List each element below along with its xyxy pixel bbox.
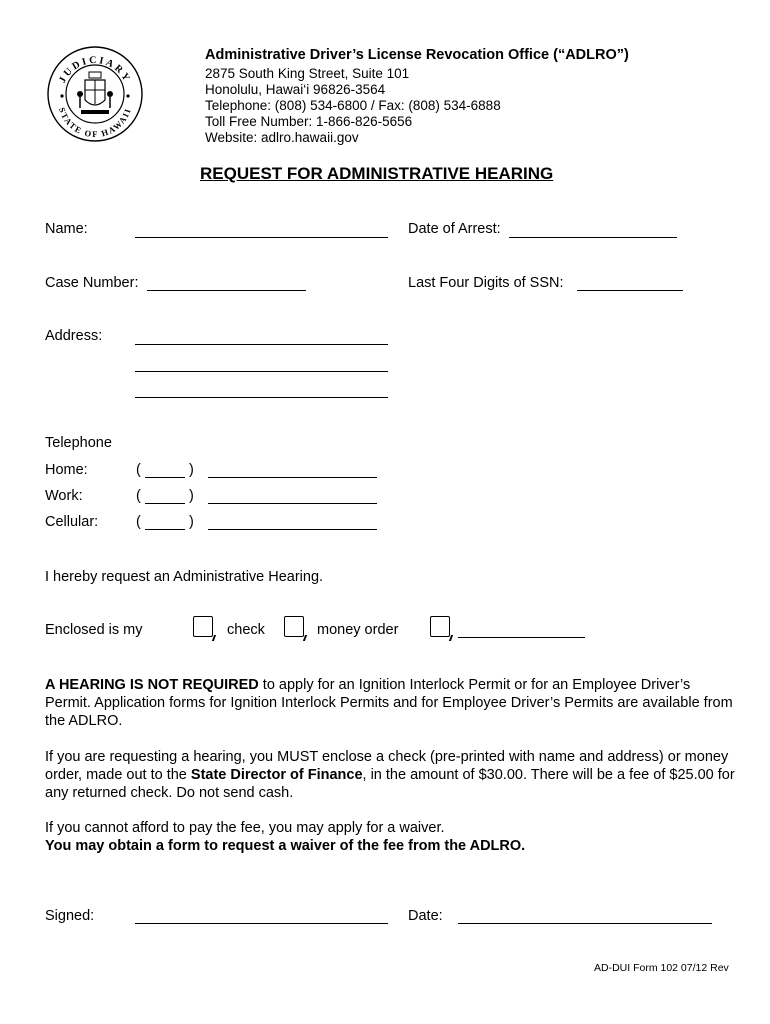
enclosed-label: Enclosed is my — [45, 622, 143, 638]
office-website: Website: adlro.hawaii.gov — [205, 130, 359, 145]
date-of-arrest-label: Date of Arrest: — [408, 221, 501, 237]
work-area-open: ( — [136, 488, 141, 504]
office-tollfree: Toll Free Number: 1-866-826-5656 — [205, 114, 413, 129]
notice-payment-payee: State Director of Finance — [190, 767, 363, 784]
address-field-line1[interactable] — [135, 344, 388, 345]
notice-payment — [45, 748, 735, 803]
seal-bottom-text: STATE OF HAWAII — [56, 106, 133, 140]
home-area-code-field[interactable] — [145, 477, 185, 478]
notice-payment-start: If you are requesting a hearing, you MUST enclose a check (pre-printed with name and address) or money order, made out to the — [45, 749, 729, 784]
seal-top-text: JUDICIARY — [57, 54, 133, 86]
office-name: Administrative Driver’s License Revocation Office (“ADLRO”) — [205, 47, 629, 63]
name-field[interactable] — [135, 237, 388, 238]
request-statement: I hereby request an Administrative Hearing. — [45, 569, 324, 585]
office-address-line1: 2875 South King Street, Suite 101 — [205, 66, 410, 81]
signature-date-field[interactable] — [458, 923, 712, 924]
work-label: Work: — [45, 488, 83, 504]
address-label: Address: — [45, 328, 103, 344]
cellular-area-close: ) — [189, 514, 194, 530]
work-area-code-field[interactable] — [145, 503, 185, 504]
notice-hearing-not-required — [45, 676, 735, 731]
money-order-checkbox[interactable] — [284, 616, 304, 637]
telephone-label: Telephone — [45, 435, 112, 451]
money-order-label: money order — [317, 622, 399, 638]
home-label: Home: — [45, 462, 88, 478]
signature-field[interactable] — [135, 923, 388, 924]
notice-waiver-bold: You may obtain a form to request a waiver of the fee from the ADLRO. — [45, 838, 526, 854]
judiciary-seal — [45, 44, 145, 144]
form-id: AD-DUI Form 102 07/12 Rev — [594, 962, 729, 974]
ssn-field[interactable] — [577, 290, 683, 291]
office-phone: Telephone: (808) 534-6800 / Fax: (808) 534-6888 — [205, 98, 501, 113]
seal-emblem-icon — [45, 44, 145, 144]
notice-payment-end: , in the amount of $30.00. There will be a fee of $25.00 for any returned check. Do not send cash. — [45, 767, 735, 802]
address-field-line2[interactable] — [135, 371, 388, 372]
case-number-label: Case Number: — [45, 275, 139, 291]
notice-hearing-not-required-bold: A HEARING IS NOT REQUIRED — [45, 677, 259, 693]
form-title: REQUEST FOR ADMINISTRATIVE HEARING — [200, 164, 554, 183]
signed-label: Signed: — [45, 908, 95, 924]
date-of-arrest-field[interactable] — [509, 237, 677, 238]
check-label: check — [227, 622, 265, 638]
work-phone-field[interactable] — [208, 503, 377, 504]
office-address-line2: Honolulu, Hawai‘i 96826-3564 — [205, 82, 386, 97]
notice-waiver: If you cannot afford to pay the fee, you may apply for a waiver. — [45, 820, 445, 836]
cellular-area-open: ( — [136, 514, 141, 530]
work-area-close: ) — [189, 488, 194, 504]
other-payment-checkbox[interactable] — [430, 616, 450, 637]
cellular-area-code-field[interactable] — [145, 529, 185, 530]
notice-hearing-not-required-text: to apply for an Ignition Interlock Permit or for an Employee Driver’s Permit. Application forms for Ignition Interlock Permits and for Employee Driver’s Permits are available from the ADLRO. — [45, 677, 733, 730]
date-label: Date: — [408, 908, 443, 924]
cellular-phone-field[interactable] — [208, 529, 377, 530]
ssn-label: Last Four Digits of SSN: — [408, 275, 564, 291]
case-number-field[interactable] — [147, 290, 306, 291]
home-phone-field[interactable] — [208, 477, 377, 478]
other-payment-field[interactable] — [458, 637, 585, 638]
home-area-close: ) — [189, 462, 194, 478]
cellular-label: Cellular: — [45, 514, 99, 530]
home-area-open: ( — [136, 462, 141, 478]
check-checkbox[interactable] — [193, 616, 213, 637]
name-label: Name: — [45, 221, 88, 237]
address-field-line3[interactable] — [135, 397, 388, 398]
